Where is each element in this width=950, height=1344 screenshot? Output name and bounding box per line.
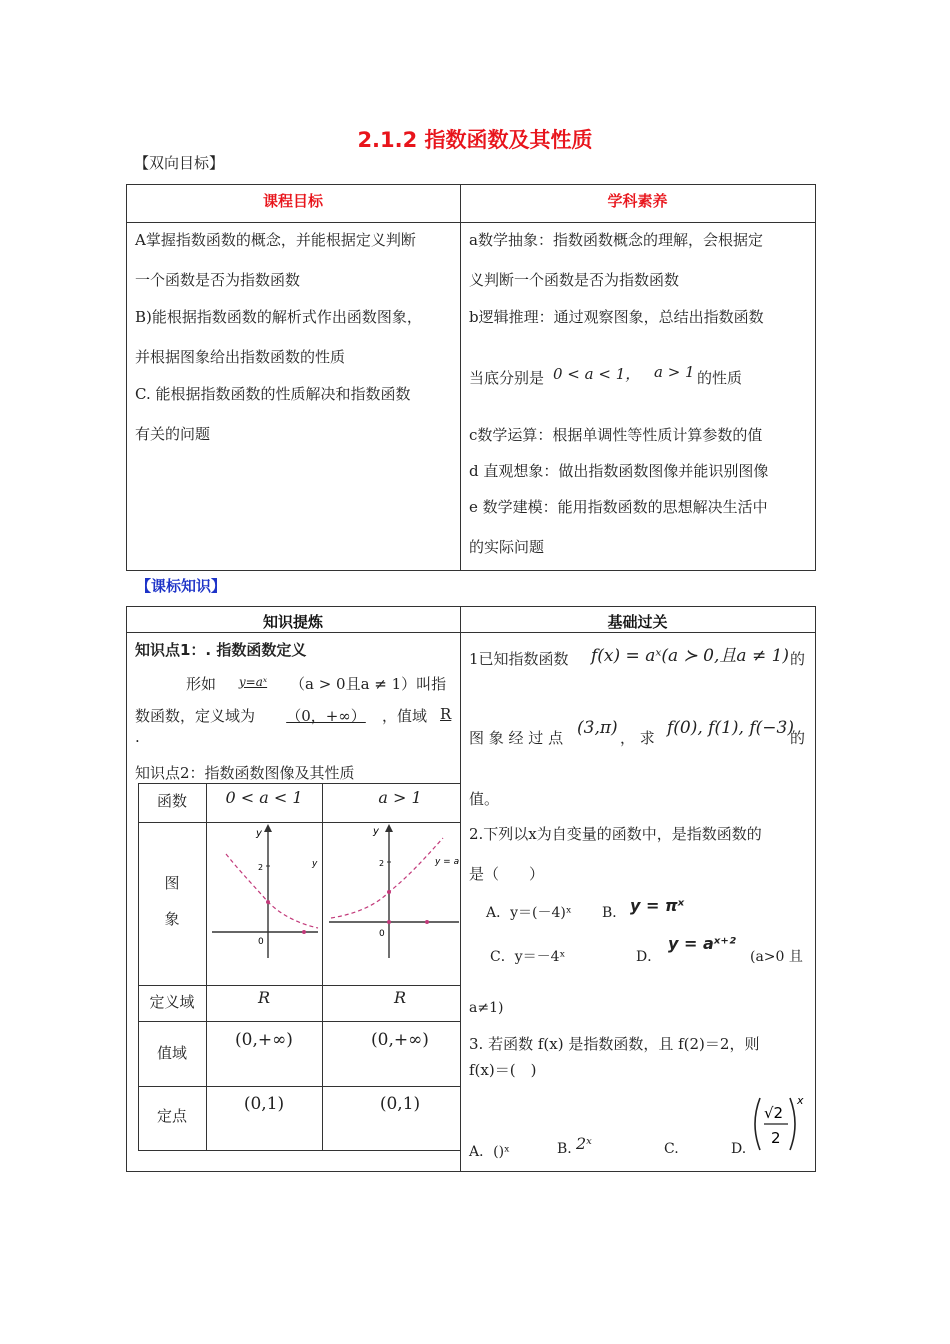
q2-option-a: A．y＝(－4)ˣ bbox=[486, 905, 572, 921]
literacy-line: e 数学建模：能用指数函数的思想解决生活中 bbox=[469, 498, 768, 516]
q2-option-d-tail: (a>0 且 bbox=[750, 949, 803, 965]
kp1-domain-blank: （0，+∞） bbox=[286, 707, 366, 725]
kp1-range-label: ，值域 bbox=[382, 707, 428, 725]
q1-text-end: 的 bbox=[790, 650, 806, 668]
q1-text-e: 值。 bbox=[469, 790, 500, 808]
tick-label-2: 2 bbox=[258, 863, 264, 872]
row-label-graph-2: 象 bbox=[164, 910, 180, 928]
tick-label-2: 2 bbox=[379, 859, 385, 868]
literacy-line: b逻辑推理：通过观察图象，总结出指数函数 bbox=[469, 308, 764, 326]
q3-stem: 3. 若函数 f(x) 是指数函数，且 f(2)＝2，则 bbox=[469, 1035, 760, 1053]
literacy-line: c数学运算：根据单调性等性质计算参数的值 bbox=[469, 426, 763, 444]
axis-label-y: y bbox=[373, 826, 379, 837]
goal-line: C. 能根据指数函数的性质解决和指数函数 bbox=[135, 385, 411, 403]
math-condition-lt1: 0 < a < 1， bbox=[553, 365, 641, 383]
curve-label: y = a bbox=[435, 857, 459, 867]
q1-values: f(0), f(1), f(−3) bbox=[667, 718, 794, 738]
q2-stem-2: 是（ ） bbox=[469, 865, 545, 883]
q2-option-b-label: B． bbox=[602, 905, 627, 921]
graph-decreasing bbox=[212, 822, 320, 962]
q2-option-d-label: D． bbox=[636, 949, 662, 965]
domain-case1: R bbox=[257, 988, 271, 1007]
row-label-domain: 定义域 bbox=[149, 993, 195, 1011]
knowledge-header-summary: 知识提炼 bbox=[262, 613, 323, 631]
q1-point: (3,π) bbox=[577, 718, 618, 738]
point-case2: (0,1) bbox=[379, 1094, 421, 1114]
literacy-line: 的实际问题 bbox=[469, 538, 545, 556]
kp1-line2: 数函数，定义域为 bbox=[135, 707, 256, 725]
kp1-condition: （a > 0且a ≠ 1）叫指 bbox=[290, 675, 447, 693]
kp1-prefix: 形如 bbox=[186, 675, 217, 693]
goal-line: A掌握指数函数的概念，并能根据定义判断 bbox=[135, 231, 416, 249]
q1-text: 1已知指数函数 bbox=[469, 650, 569, 668]
origin-label: 0 bbox=[258, 937, 264, 947]
row-label-fixed-point: 定点 bbox=[156, 1107, 187, 1125]
literacy-line: a数学抽象：指数函数概念的理解，会根据定 bbox=[469, 231, 763, 249]
q3-fraction-den: 2 bbox=[771, 1129, 781, 1147]
kp1-dot: . bbox=[135, 728, 140, 746]
graph-increasing bbox=[325, 822, 459, 962]
curve-label: y bbox=[312, 859, 318, 869]
kp1-range-blank: R bbox=[440, 705, 452, 723]
goal-line: 有关的问题 bbox=[135, 425, 211, 443]
q2-option-b-expr: y = πˣ bbox=[630, 896, 685, 915]
q1-function-expr: f(x) = aˣ(a ≻ 0,且a ≠ 1) bbox=[591, 646, 790, 666]
range-case1: (0,+∞) bbox=[235, 1030, 293, 1050]
case-lt1: 0 < a < 1 bbox=[225, 788, 303, 807]
q3-option-a: A．()ˣ bbox=[469, 1144, 510, 1160]
q1-text-b: 图 象 经 过 点 bbox=[469, 729, 564, 747]
q3-fraction-exp: x bbox=[797, 1094, 804, 1107]
q3-option-b-expr: 2ˣ bbox=[576, 1134, 592, 1153]
range-case2: (0,+∞) bbox=[371, 1030, 429, 1050]
q3-option-c-label: C. bbox=[664, 1141, 679, 1157]
kp1-title: 知识点1：. 指数函数定义 bbox=[135, 641, 307, 659]
goals-header-course: 课程目标 bbox=[262, 192, 323, 210]
literacy-line: 义判断一个函数是否为指数函数 bbox=[469, 271, 680, 289]
q2-option-d-expr: y = aˣ⁺² bbox=[668, 934, 736, 953]
kp2-title: 知识点2：指数函数图像及其性质 bbox=[135, 764, 355, 782]
section-goals-heading: 【双向目标】 bbox=[134, 154, 225, 172]
q3-option-d-fraction bbox=[750, 1094, 804, 1154]
knowledge-header-practice: 基础过关 bbox=[607, 613, 668, 631]
q3-option-b-label: B. bbox=[557, 1141, 572, 1157]
col-header-function: 函数 bbox=[156, 792, 187, 810]
domain-case2: R bbox=[393, 988, 407, 1007]
point-case1: (0,1) bbox=[243, 1094, 285, 1114]
q2-stem: 2.下列以x为自变量的函数中，是指数函数的 bbox=[469, 825, 762, 843]
goal-line: 一个函数是否为指数函数 bbox=[135, 271, 301, 289]
page-title: 2.1.2 指数函数及其性质 bbox=[357, 128, 593, 152]
kp1-blank-formula: y=aˣ bbox=[238, 675, 268, 689]
case-gt1: a > 1 bbox=[378, 788, 422, 807]
literacy-line: d 直观想象：做出指数函数图像并能识别图像 bbox=[469, 462, 769, 480]
goal-line: B)能根据指数函数的解析式作出函数图象， bbox=[135, 308, 422, 326]
goal-line: 并根据图象给出指数函数的性质 bbox=[135, 348, 346, 366]
q3-fraction-num: √2 bbox=[764, 1104, 784, 1122]
section-knowledge-heading: 【课标知识】 bbox=[136, 577, 227, 595]
goals-header-literacy: 学科素养 bbox=[607, 192, 668, 210]
literacy-line: 当底分别是 bbox=[469, 369, 545, 387]
q3-option-d-label: D. bbox=[731, 1141, 747, 1157]
q1-text-d: 的 bbox=[790, 729, 806, 747]
q2-option-c: C．y＝－4ˣ bbox=[490, 949, 566, 965]
q3-stem-2: f(x)＝( ) bbox=[469, 1061, 537, 1079]
math-condition-gt1: a > 1 bbox=[654, 363, 695, 381]
literacy-line: 的性质 bbox=[697, 369, 743, 387]
row-label-range: 值域 bbox=[156, 1044, 187, 1062]
row-label-graph-1: 图 bbox=[164, 874, 180, 892]
origin-label: 0 bbox=[379, 929, 385, 939]
q2-option-d-tail-2: a≠1) bbox=[469, 1000, 504, 1016]
q1-text-c: ， 求 bbox=[620, 729, 655, 747]
axis-label-y: y bbox=[256, 828, 262, 839]
